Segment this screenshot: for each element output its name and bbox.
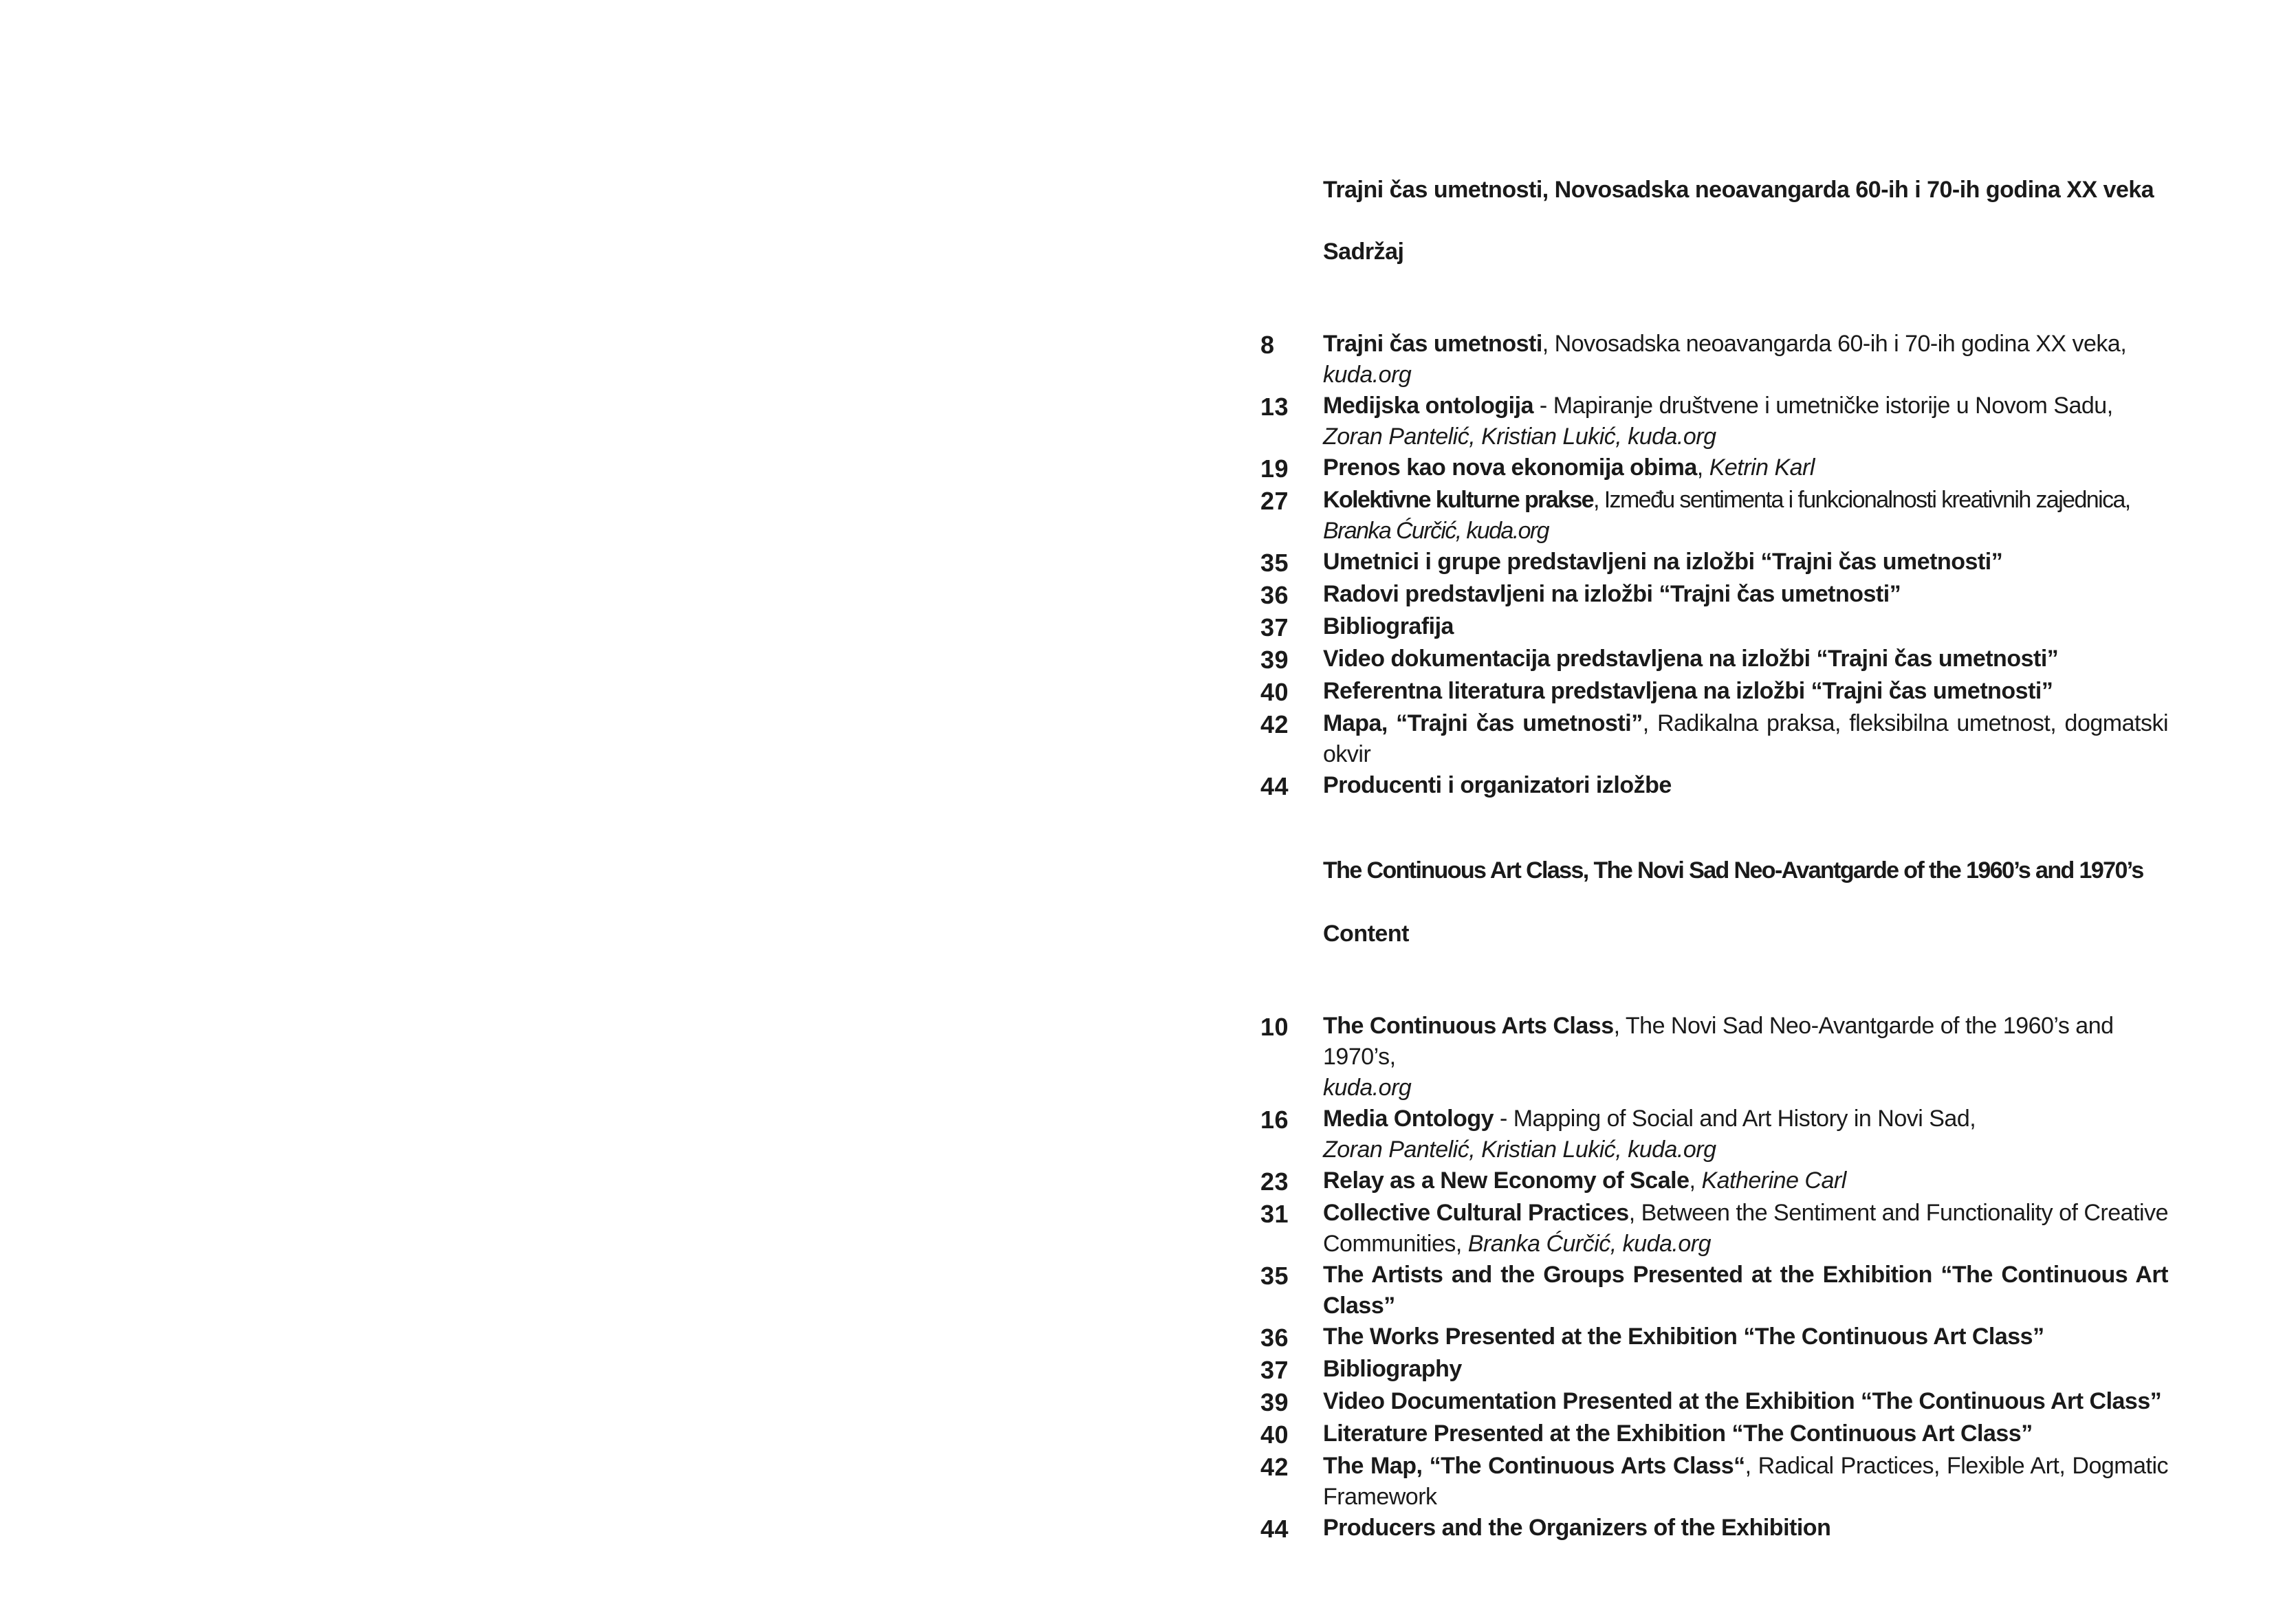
toc-entry-text bbox=[1323, 770, 2168, 801]
toc-entry-title: Kolektivne kulturne prakse bbox=[1323, 487, 1593, 513]
toc-entry bbox=[1260, 770, 2168, 802]
toc-entry-subtitle: , The Novi Sad Neo-Avantgarde of the 1960’s and 1970’s, bbox=[1323, 1013, 2114, 1070]
serbian-contents-heading: Sadržaj bbox=[1323, 239, 1404, 265]
toc-page-number: 37 bbox=[1260, 613, 1289, 641]
toc-entry-author: Branka Ćurčić, kuda.org bbox=[1323, 518, 1549, 544]
toc-entry-text bbox=[1323, 1418, 2168, 1449]
toc-page-number: 44 bbox=[1260, 1515, 1289, 1543]
toc-entry bbox=[1260, 1011, 2168, 1104]
toc-entry-title: The Artists and the Groups Presented at the Exhibition “The Continuous Art Class” bbox=[1323, 1262, 2168, 1319]
toc-page-number: 27 bbox=[1260, 487, 1289, 515]
toc-entry-subtitle: , Između sentimenta i funkcionalnosti kreativnih zajednica, bbox=[1593, 487, 2130, 513]
toc-entry-title: Prenos kao nova ekonomija obima bbox=[1323, 454, 1697, 481]
toc-entry-subtitle: , Radical Practices, Flexible Art, Dogmatic Framework bbox=[1323, 1453, 2168, 1510]
toc-entry-subtitle: , Radikalna praksa, fleksibilna umetnost, dogmatski okvir bbox=[1323, 710, 2168, 767]
toc-entry-author: Branka Ćurčić, kuda.org bbox=[1467, 1231, 1712, 1257]
toc-entry bbox=[1260, 329, 2168, 391]
toc-entry-title: The Works Presented at the Exhibition “The Continuous Art Class” bbox=[1323, 1324, 2044, 1350]
toc-entry-text bbox=[1323, 1451, 2168, 1513]
toc-entry bbox=[1260, 1354, 2168, 1386]
toc-entry bbox=[1260, 1321, 2168, 1354]
toc-page-number: 31 bbox=[1260, 1200, 1289, 1228]
toc-entry bbox=[1260, 1513, 2168, 1545]
toc-entry-text bbox=[1323, 547, 2168, 578]
toc-entry-title: Media Ontology bbox=[1323, 1106, 1494, 1132]
toc-page-number: 42 bbox=[1260, 1453, 1289, 1481]
toc-entry-author: Ketrin Karl bbox=[1709, 454, 1815, 481]
toc-entry-text bbox=[1323, 1011, 2168, 1104]
toc-page-number: 23 bbox=[1260, 1167, 1289, 1196]
toc-entry-subtitle: , bbox=[1696, 454, 1709, 481]
toc-entry-title: Producenti i organizatori izložbe bbox=[1323, 772, 1672, 798]
toc-entry-title: Umetnici i grupe predstavljeni na izložbi “Trajni čas umetnosti” bbox=[1323, 549, 2003, 575]
toc-entry-author: Zoran Pantelić, Kristian Lukić, kuda.org bbox=[1323, 424, 1716, 450]
serbian-title: Trajni čas umetnosti, Novosadska neoavangarda 60-ih i 70-ih godina XX veka bbox=[1323, 177, 2154, 203]
toc-page-number: 36 bbox=[1260, 581, 1289, 609]
toc-entry-title: Referentna literatura predstavljena na izložbi “Trajni čas umetnosti” bbox=[1323, 678, 2053, 704]
toc-entry-subtitle: , Novosadska neoavangarda 60-ih i 70-ih godina XX veka, bbox=[1542, 331, 2127, 357]
toc-entry-title: Bibliography bbox=[1323, 1356, 1462, 1382]
toc-entry-title: Relay as a New Economy of Scale bbox=[1323, 1167, 1690, 1194]
toc-page-number: 35 bbox=[1260, 1262, 1289, 1290]
toc-entry bbox=[1260, 708, 2168, 770]
toc-entry-text bbox=[1323, 708, 2168, 770]
english-toc bbox=[1260, 1011, 2168, 1545]
toc-entry-title: Medijska ontologija bbox=[1323, 393, 1533, 419]
toc-entry-text bbox=[1323, 391, 2168, 452]
toc-entry bbox=[1260, 1418, 2168, 1451]
toc-page-number: 40 bbox=[1260, 1420, 1289, 1449]
toc-entry bbox=[1260, 1386, 2168, 1418]
toc-entry-text bbox=[1323, 1321, 2168, 1352]
toc-entry-subtitle: - Mapping of Social and Art History in Novi Sad, bbox=[1494, 1106, 1976, 1132]
toc-page-number: 40 bbox=[1260, 678, 1289, 706]
serbian-toc bbox=[1260, 329, 2168, 802]
toc-page-number: 16 bbox=[1260, 1106, 1289, 1134]
toc-entry bbox=[1260, 391, 2168, 452]
toc-entry-subtitle: , bbox=[1689, 1167, 1702, 1194]
toc-entry-title: Trajni čas umetnosti bbox=[1323, 331, 1542, 357]
toc-entry bbox=[1260, 1198, 2168, 1260]
toc-page-number: 44 bbox=[1260, 772, 1289, 800]
toc-entry-text bbox=[1323, 1386, 2168, 1417]
toc-entry-title: The Continuous Arts Class bbox=[1323, 1013, 1614, 1039]
toc-page-number: 39 bbox=[1260, 646, 1289, 674]
toc-entry-title: Video Documentation Presented at the Exhibition “The Continuous Art Class” bbox=[1323, 1388, 2162, 1414]
toc-entry-text bbox=[1323, 1260, 2168, 1321]
toc-page-number: 19 bbox=[1260, 454, 1289, 483]
toc-entry bbox=[1260, 452, 2168, 485]
toc-entry-author: kuda.org bbox=[1323, 362, 1412, 388]
toc-page-number: 8 bbox=[1260, 331, 1275, 359]
toc-entry bbox=[1260, 1260, 2168, 1321]
toc-page-number: 37 bbox=[1260, 1356, 1289, 1384]
toc-entry-title: Mapa, “Trajni čas umetnosti” bbox=[1323, 710, 1643, 736]
english-contents-heading: Content bbox=[1323, 921, 1409, 947]
toc-entry bbox=[1260, 579, 2168, 611]
toc-entry-text bbox=[1323, 329, 2168, 391]
toc-entry bbox=[1260, 644, 2168, 676]
toc-entry bbox=[1260, 611, 2168, 644]
toc-entry-text bbox=[1323, 676, 2168, 707]
toc-page-number: 13 bbox=[1260, 393, 1289, 421]
toc-entry-text bbox=[1323, 485, 2168, 547]
toc-entry-author: Zoran Pantelić, Kristian Lukić, kuda.org bbox=[1323, 1137, 1716, 1163]
toc-entry-subtitle: , Between the Sentiment and Functionality of Creative Communities, bbox=[1323, 1200, 2168, 1257]
toc-entry-text bbox=[1323, 611, 2168, 642]
toc-entry-text bbox=[1323, 579, 2168, 610]
toc-entry bbox=[1260, 1104, 2168, 1165]
toc-entry-title: The Map, “The Continuous Arts Class“ bbox=[1323, 1453, 1745, 1479]
toc-entry-title: Collective Cultural Practices bbox=[1323, 1200, 1629, 1226]
toc-page-number: 10 bbox=[1260, 1013, 1289, 1041]
toc-entry-text bbox=[1323, 1354, 2168, 1385]
toc-entry-text bbox=[1323, 1198, 2168, 1260]
toc-entry-title: Radovi predstavljeni na izložbi “Trajni čas umetnosti” bbox=[1323, 581, 1901, 607]
toc-entry-text bbox=[1323, 1165, 2168, 1196]
toc-entry-author: kuda.org bbox=[1323, 1075, 1412, 1101]
toc-page-number: 39 bbox=[1260, 1388, 1289, 1416]
toc-page-number: 35 bbox=[1260, 549, 1289, 577]
toc-entry bbox=[1260, 1451, 2168, 1513]
toc-entry-text bbox=[1323, 452, 2168, 483]
toc-page-number: 42 bbox=[1260, 710, 1289, 738]
toc-entry-text bbox=[1323, 644, 2168, 674]
toc-entry-text bbox=[1323, 1513, 2168, 1544]
toc-entry-author: Katherine Carl bbox=[1701, 1167, 1846, 1194]
toc-entry-title: Video dokumentacija predstavljena na izložbi “Trajni čas umetnosti” bbox=[1323, 646, 2059, 672]
toc-entry-title: Literature Presented at the Exhibition “The Continuous Art Class” bbox=[1323, 1420, 2033, 1447]
toc-entry bbox=[1260, 1165, 2168, 1198]
toc-entry-title: Producers and the Organizers of the Exhibition bbox=[1323, 1515, 1831, 1541]
toc-entry-subtitle: - Mapiranje društvene i umetničke istorije u Novom Sadu, bbox=[1533, 393, 2113, 419]
toc-page-number: 36 bbox=[1260, 1324, 1289, 1352]
toc-entry-title: Bibliografija bbox=[1323, 613, 1454, 639]
toc-entry bbox=[1260, 547, 2168, 579]
toc-entry bbox=[1260, 676, 2168, 708]
english-title: The Continuous Art Class, The Novi Sad Neo-Avantgarde of the 1960’s and 1970’s bbox=[1323, 857, 2143, 884]
toc-entry bbox=[1260, 485, 2168, 547]
toc-entry-text bbox=[1323, 1104, 2168, 1165]
